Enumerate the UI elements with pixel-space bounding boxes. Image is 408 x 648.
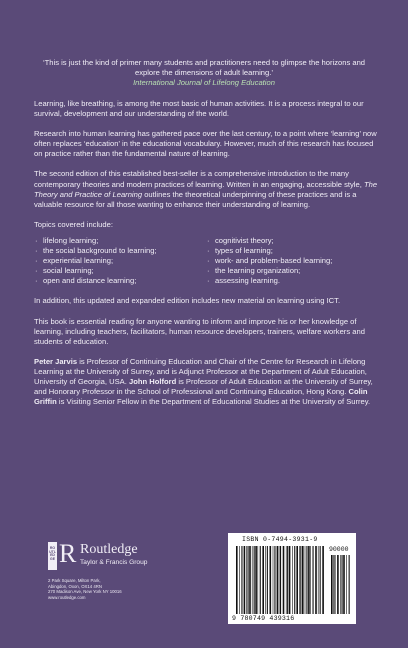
edition-text-end: outlines the theoretical underpinning of these practices and is a valuable resource for all those wanting to enhance their understanding of learning. xyxy=(34,189,357,209)
quote-source: International Journal of Lifelong Education xyxy=(133,78,275,87)
topic-item: · lifelong learning; xyxy=(34,236,206,246)
author-name: Peter Jarvis xyxy=(34,356,78,366)
topics-right-column xyxy=(206,236,378,286)
address-line: 270 Madison Ave, New York NY 10016 xyxy=(48,589,122,595)
topic-item: · experiential learning; xyxy=(34,256,206,266)
publisher-r-icon: R xyxy=(59,539,77,568)
author-name: John Holford xyxy=(128,376,177,386)
paragraph-ict: In addition, this updated and expanded edition includes new material on learning using ICT. xyxy=(34,296,341,306)
publisher-group: Taylor & Francis Group xyxy=(80,559,148,566)
paragraph-intro: Learning, like breathing, is among the most basic of human activities. It is a process integral to our survival, development and our understanding of the world. xyxy=(34,99,364,119)
topic-item: · the social background to learning; xyxy=(34,246,206,256)
address-line: www.routledge.com xyxy=(48,594,86,600)
publisher-side-mark: ROUTLEDGE xyxy=(48,542,57,570)
topic-item: · types of learning; xyxy=(206,246,378,256)
barcode-bars xyxy=(236,546,326,614)
quote-text: ‘This is just the kind of primer many students and practitioners need to glimpse the horizons and explore the dimensions of adult learning.’ xyxy=(42,58,366,77)
topic-item: · assessing learning. xyxy=(206,276,378,286)
book-title: The Theory and Practice of Learning xyxy=(34,179,378,199)
review-quote xyxy=(30,58,378,88)
author-bio: is Professor of Adult Education at the University of Surrey, and Honorary Professor in the School of Professional and Continuing Education, Hong Kong. xyxy=(34,376,373,397)
blurb xyxy=(34,99,378,417)
address-line: Abingdon, Oxon, OX14 4RN xyxy=(48,583,102,589)
isbn-label: ISBN 0-7494-3931-9 xyxy=(242,536,318,543)
edition-text-start: The second edition of this established best-seller is a comprehensive introduction to the many contemporary theories and modern practices of learning. Written in an engaging, accessible style, xyxy=(34,169,364,189)
price-code: 90000 xyxy=(329,546,349,553)
topics-heading: Topics covered include: xyxy=(34,219,113,229)
ean-number: 9 780749 439316 xyxy=(232,615,295,622)
author-bio: is Visiting Senior Fellow in the Department of Educational Studies at the University of Surrey. xyxy=(56,397,371,407)
barcode-panel xyxy=(228,533,356,624)
paragraph-research: Research into human learning has gathered pace over the last century, to a point where ‘learning’ now often replaces ‘education’ in the educational vocabulary. However, much of this research has focused on practice rather than the fundamental nature of learning. xyxy=(34,129,377,159)
paragraph-audience: This book is essential reading for anyone wanting to inform and improve his or her knowledge of learning, including teachers, facilitators, human resource developers, trainers, welfare workers and students of education. xyxy=(34,316,365,346)
topic-item: · social learning; xyxy=(34,266,206,276)
author-bios xyxy=(34,357,378,407)
topics-list xyxy=(34,236,378,286)
topics-left-column xyxy=(34,236,206,286)
topic-item: · open and distance learning; xyxy=(34,276,206,286)
publisher-logo xyxy=(48,539,163,572)
author-name: Colin Griffin xyxy=(34,387,368,407)
publisher-address xyxy=(48,578,188,600)
addon-barcode-bars xyxy=(331,555,351,614)
address-line: 2 Park Square, Milton Park, xyxy=(48,578,101,583)
topic-item: · the learning organization; xyxy=(206,266,378,276)
paragraph-edition xyxy=(34,169,378,209)
author-bio: is Professor of Continuing Education and Chair of the Centre for Research in Lifelong Learning at the University of Surrey, and is Adjunct Professor at the Department of Adult Education, University of Georgia, USA. xyxy=(34,356,367,386)
topic-item: · cognitivist theory; xyxy=(206,236,378,246)
publisher-name: Routledge xyxy=(80,542,138,557)
topic-item: · work- and problem-based learning; xyxy=(206,256,378,266)
